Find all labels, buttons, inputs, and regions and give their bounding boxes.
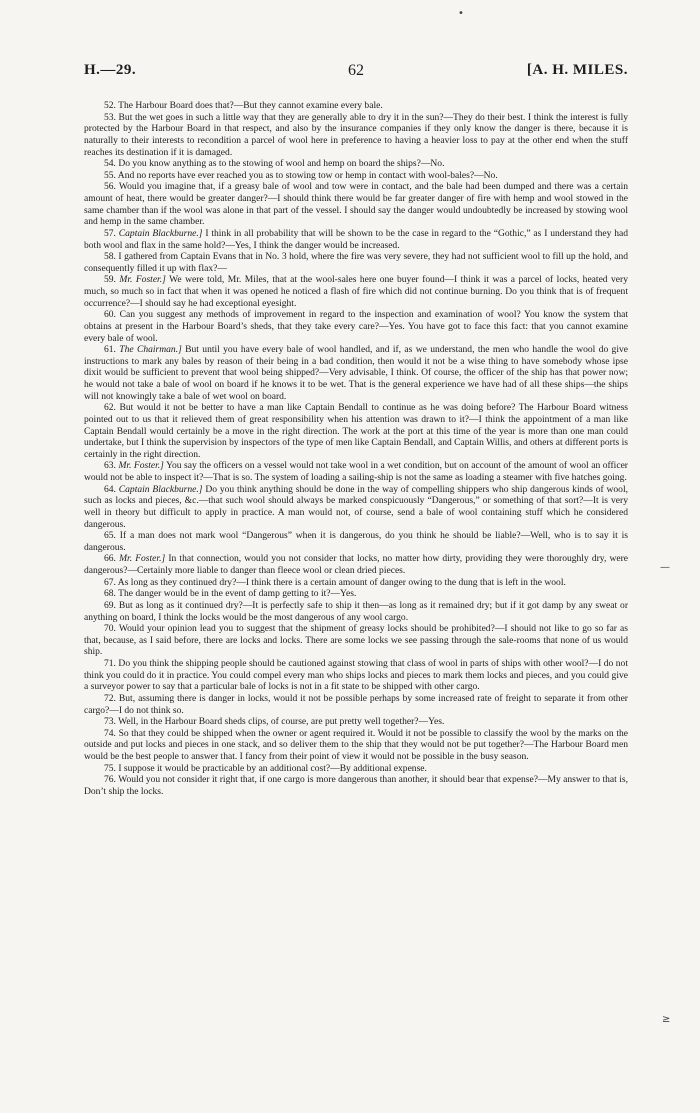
margin-mark-right-lower: ≥: [662, 1014, 671, 1025]
document-page: [84, 62, 628, 798]
paragraph-text: 60. Can you suggest any methods of improvement in regard to the inspection and examination of wool? You know the system that obtains at present in the Harbour Board’s sheds, that they take every care?—Yes. You have got to face this fact: that you cannot examine every bale of wool.: [84, 309, 628, 344]
testimony-paragraph: [84, 460, 628, 483]
paragraph-text: 62. But would it not be better to have a man like Captain Bendall to continue as he was doing before? The Harbour Board witness pointed out to us that it relieved them of great responsibility when his attention was drawn to it?—I think the appointment of a man like Captain Bendall would certainly be a move in the right direction. The work at the port at this time of the year is more than one man could undertake, but I think the supervision by inspectors of the type of men like Captain Bendall, and Captain Willis, and others at different ports is certainly in the right direction.: [84, 402, 628, 460]
testimony-paragraph: [84, 600, 628, 623]
paragraph-text: 70. Would your opinion lead you to suggest that the shipment of greasy locks should be prohibited?—I should not like to go so far as that, because, as I said before, there are locks and locks. There are some locks we see passing through the sale-rooms that none of us would ship.: [84, 623, 628, 658]
speaker-name: Captain Blackburne.]: [118, 227, 203, 239]
testimony-paragraph: [84, 484, 628, 531]
report-code: H.—29.: [84, 62, 137, 78]
page-number: 62: [348, 62, 364, 79]
paragraph-text: 65. If a man does not mark wool “Dangerous” when it is dangerous, do you think he should be liable?—Well, who is to say it is dangerous.: [84, 530, 628, 553]
testimony-paragraph: [84, 774, 628, 797]
testimony-paragraph: [84, 658, 628, 693]
paragraph-text: 68. The danger would be in the event of damp getting to it?—Yes.: [104, 588, 357, 600]
paragraph-text: 67. As long as they continued dry?—I think there is a certain amount of danger owing to the dung that is left in the wool.: [104, 576, 566, 588]
question-number: 66.: [104, 553, 120, 565]
paragraph-text: 56. Would you imagine that, if a greasy bale of wool and tow were in contact, and the bale had been dumped and there was a certain amount of heat, there would be greater danger?—I should think there would be far greater danger of fire with hemp and wool stowed in the same chamber than if the wool was alone in that part of the vessel. I should say the danger would undoubtedly be increased by stowing wool and hemp in the same chamber.: [84, 181, 628, 228]
testimony-paragraph: [84, 693, 628, 716]
testimony-paragraph: [84, 181, 628, 228]
paragraph-text: 69. But as long as it continued dry?—It is perfectly safe to ship it then—as long as it remained dry; but if it got damp by any sweat or anything on board, I think the locks would be the most dangerous of any wool cargo.: [84, 599, 628, 623]
speaker-name: Mr. Foster.]: [118, 460, 164, 472]
testimony-paragraph: [84, 530, 628, 553]
witness-name: [A. H. MILES.: [526, 62, 628, 78]
paragraph-text: 55. And no reports have ever reached you as to stowing tow or hemp in contact with wool-bales?—No.: [104, 169, 498, 181]
paragraph-text: But until you have every bale of wool handled, and if, as we understand, the men who handle the wool do give instructions to mark any bales by reason of their being in a bad condition, then would it not be a wise thing to have somebody whose ipse dixit would be sufficient to prevent that wool being shipped?—Very advisable, I think. Of course, the officer of the ship has that power now; he would not take a bale of wool on board if he knows it to be wet. That is the general experience we have had of all these ships—the ships will not knowingly take a bale of wet wool on board.: [84, 344, 628, 402]
question-number: 59.: [104, 274, 120, 286]
paragraph-text: 76. Would you not consider it right that, if one cargo is more dangerous than another, it should bear that expense?—My answer to that is, Don’t ship the locks.: [84, 774, 628, 797]
paragraph-text: In that connection, would you not consider that locks, no matter how dirty, providing they were thoroughly dry, were dangerous?—Certainly more liable to danger than fleece wool or clean dried pieces.: [84, 553, 629, 576]
paragraph-text: 71. Do you think the shipping people should be cautioned against stowing that class of wool in parts of ships with other wool?—I do not think you could do it in practice. You could compel every man who ships locks and pieces to mark them locks and pieces, and you could give a surveyor power to say that a particular bale of locks is not in a fit state to be shipped with other cargo.: [84, 658, 628, 693]
speaker-name: Mr. Foster.]: [119, 274, 166, 286]
paragraph-text: 74. So that they could be shipped when the owner or agent required it. Would it not be possible to classify the wool by the marks on the outside and put locks and pieces in one stack, and so deliver them to the ship that they would not be put together?—The Harbour Board men would be the best people to answer that. I fancy from their point of view it would not be possible in the busy season.: [84, 727, 628, 762]
testimony-paragraph: [84, 716, 628, 728]
paragraph-text: 54. Do you know anything as to the stowing of wool and hemp on board the ships?—No.: [104, 158, 445, 170]
paragraph-text: 52. The Harbour Board does that?—But they cannot examine every bale.: [104, 100, 383, 111]
paragraph-text: 58. I gathered from Captain Evans that in No. 3 hold, where the fire was very severe, they had not sufficient wool to fill up the hold, and consequently filled it up with flax?—: [84, 251, 628, 274]
testimony-paragraph: [84, 553, 628, 576]
paragraph-text: Do you think anything should be done in the way of compelling shippers who ship dangerous kinds of wool, such as locks and pieces, &c.—that such wool should always be marked conspicuously “Dangerous,” or something of that sort?—It is very well in theory but difficult to apply in practice. A man would not, of course, send a bale of wool containing stuff which he considered dangerous.: [84, 483, 628, 530]
testimony-paragraph: [84, 402, 628, 460]
testimony-paragraph: [84, 763, 628, 775]
paragraph-text: 73. Well, in the Harbour Board sheds clips, of course, are put pretty well together?—Yes.: [104, 716, 445, 728]
paragraph-text: I think in all probability that will be shown to be the case in regard to the “Gothic,” as I understand they had both wool and flax in the same hold?—Yes, I think the danger would be increased.: [84, 227, 629, 251]
paragraph-text: 72. But, assuming there is danger in locks, would it not be possible perhaps by some increased rate of freight to separate it from other cargo?—I do not think so.: [84, 692, 628, 716]
testimony-body: [84, 100, 628, 798]
testimony-paragraph: [84, 274, 628, 309]
testimony-paragraph: [84, 344, 628, 402]
testimony-paragraph: [84, 588, 628, 600]
testimony-paragraph: [84, 577, 628, 589]
paragraph-text: 53. But the wet goes in such a little way that they are generally able to dry it in the sun?—They do their best. I think the interest is fully protected by the Harbour Board in that respect, and also by the insurance companies if they only know the danger is there, because it is naturally to their interests to recondition a parcel of wool here in preference to having a heavier loss to pay at the other end when the stuff reaches its destination if it is damaged.: [84, 111, 628, 158]
paragraph-text: 75. I suppose it would be practicable by an additional cost?—By additional expense.: [104, 762, 427, 774]
testimony-paragraph: [84, 170, 628, 182]
question-number: 63.: [104, 460, 119, 472]
question-number: 57.: [104, 227, 119, 239]
testimony-paragraph: [84, 251, 628, 274]
margin-dot-top: •: [458, 8, 464, 19]
page-header: [84, 62, 628, 86]
testimony-paragraph: [84, 112, 628, 159]
paragraph-text: You say the officers on a vessel would not take wool in a wet condition, but on account of the amount of wool an officer would not be able to inspect it?—That is so. The system of loading a sailing-ship is not the same as loading a steamer with five hatches going.: [84, 460, 628, 483]
testimony-paragraph: [84, 309, 628, 344]
testimony-paragraph: [84, 100, 628, 112]
paragraph-text: We were told, Mr. Miles, that at the wool-sales here one buyer found—I think it was a parcel of locks, heated very much, so much so in fact that when it was opened he noticed a flash of fire which did not continue burning. Do you think that is of frequent occurrence?—I should say he had exceptional eyesight.: [84, 274, 628, 309]
testimony-paragraph: [84, 623, 628, 658]
testimony-paragraph: [84, 228, 628, 251]
margin-mark-right: —: [660, 562, 670, 573]
testimony-paragraph: [84, 158, 628, 170]
speaker-name: Captain Blackburne.]: [118, 483, 203, 495]
question-number: 61.: [104, 344, 120, 356]
speaker-name: Mr. Foster.]: [119, 553, 166, 565]
speaker-name: The Chairman.]: [119, 344, 182, 356]
question-number: 64.: [104, 483, 119, 495]
testimony-paragraph: [84, 728, 628, 763]
